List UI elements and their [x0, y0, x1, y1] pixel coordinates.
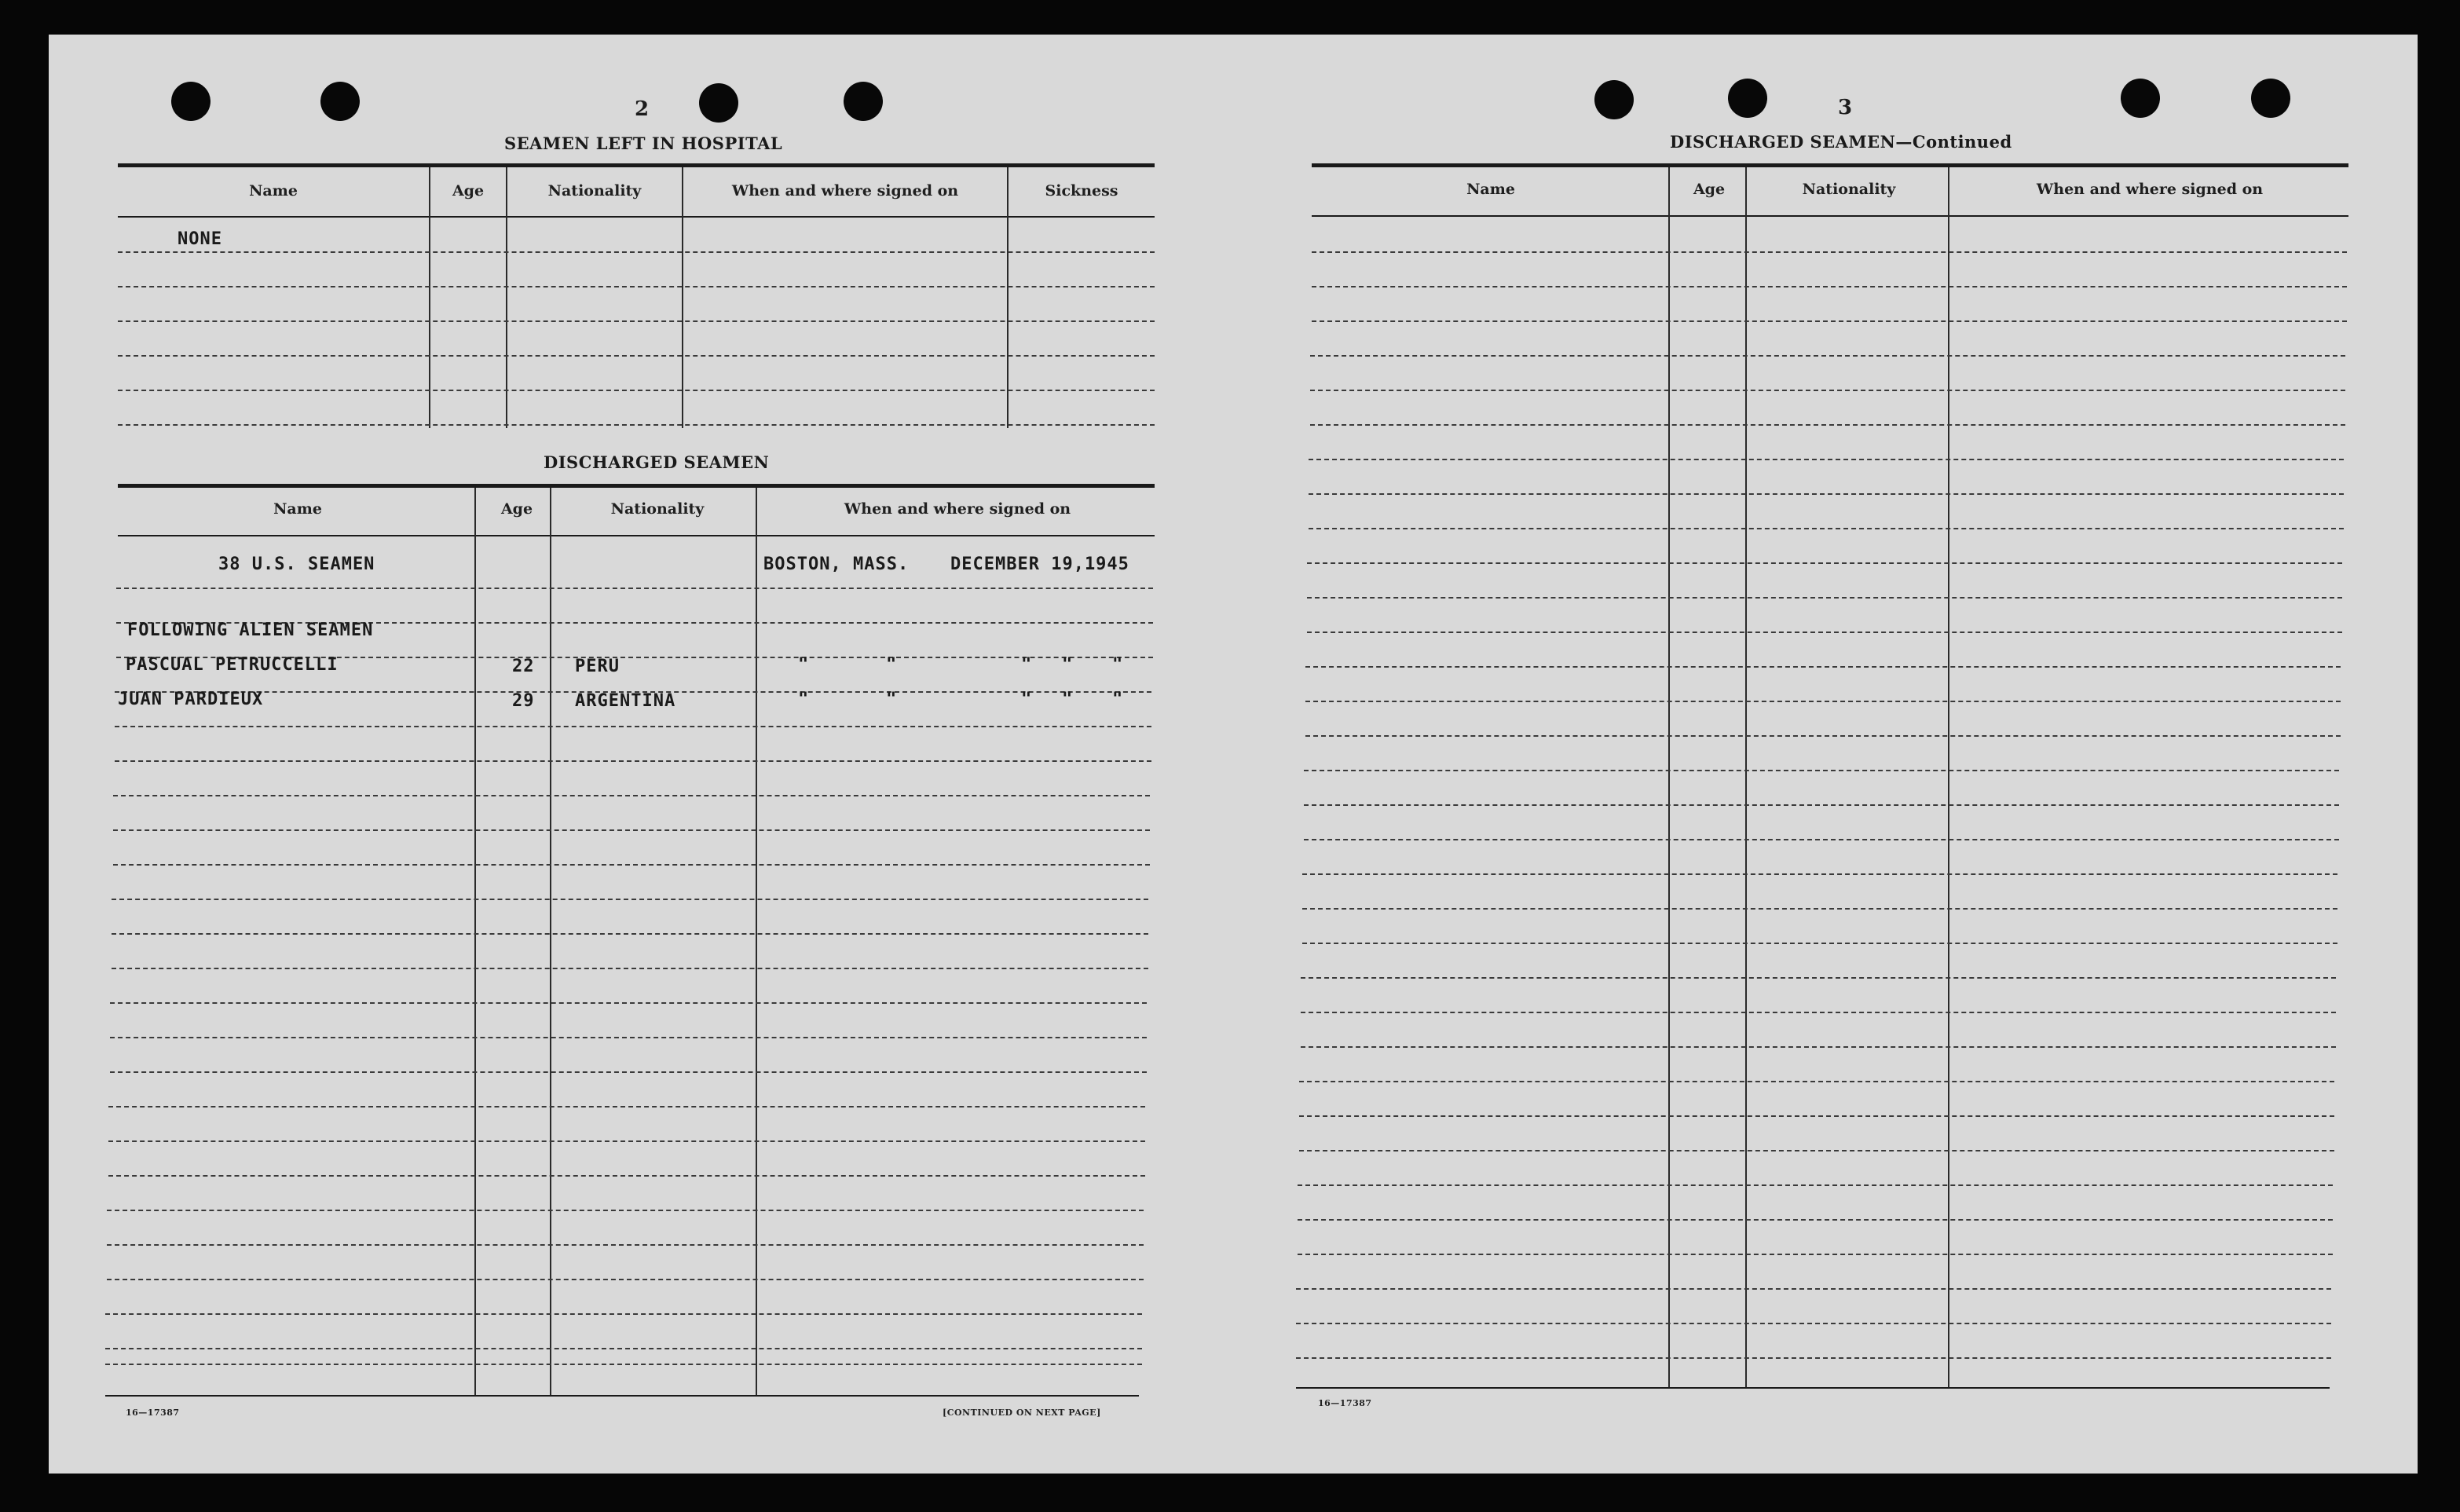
row-line — [1301, 1046, 2336, 1048]
row-line — [1312, 251, 2347, 253]
row-line — [107, 1279, 1144, 1280]
row-line — [1307, 597, 2342, 599]
row-date: DECEMBER 19,1945 — [950, 555, 1129, 574]
row-line — [1304, 804, 2339, 806]
ditto-mark: " — [886, 690, 898, 709]
column-header-nationality: Nationality — [547, 182, 642, 200]
row-line — [115, 726, 1151, 727]
ditto-mark: " — [1062, 690, 1074, 709]
column-header-age: Age — [452, 182, 485, 200]
row-name: FOLLOWING ALIEN SEAMEN — [127, 621, 374, 640]
table-top-rule — [1312, 163, 2348, 167]
row-line — [105, 1348, 1142, 1349]
punch-hole — [2121, 79, 2160, 118]
row-line — [1312, 286, 2347, 287]
continued-note: [CONTINUED ON NEXT PAGE] — [943, 1408, 1101, 1418]
column-header-nationality: Nationality — [1802, 181, 1896, 198]
row-line — [113, 829, 1150, 831]
punch-hole — [844, 82, 883, 121]
ditto-mark: " — [1021, 655, 1033, 675]
ditto-mark: " — [798, 690, 810, 709]
column-header-age: Age — [1693, 181, 1726, 198]
row-line — [110, 1002, 1147, 1004]
row-line — [108, 1106, 1145, 1107]
row-line — [113, 795, 1150, 796]
row-nationality: PERU — [575, 657, 620, 676]
row-line — [118, 286, 1155, 287]
row-line — [105, 1364, 1142, 1365]
punch-hole — [1728, 79, 1767, 118]
section-title-hospital: SEAMEN LEFT IN HOSPITAL — [504, 134, 783, 153]
row-line — [118, 390, 1155, 391]
row-line — [1307, 562, 2342, 564]
row-line — [1298, 1254, 2333, 1255]
row-line — [116, 588, 1153, 589]
row-line — [1310, 424, 2345, 426]
row-line — [1296, 1357, 2331, 1359]
row-line — [1305, 735, 2341, 737]
row-nationality: ARGENTINA — [575, 691, 676, 711]
column-header-signed-on: When and where signed on — [2036, 181, 2264, 198]
row-line — [112, 933, 1148, 935]
column-header-name: Name — [1466, 181, 1515, 198]
column-header-name: Name — [273, 500, 322, 518]
column-header-sickness: Sickness — [1045, 182, 1118, 200]
column-divider — [550, 488, 551, 1396]
row-age: 29 — [512, 691, 535, 711]
row-line — [1299, 1115, 2334, 1117]
row-line — [118, 320, 1155, 322]
row-signed-on: BOSTON, MASS. — [763, 555, 910, 574]
row-line — [112, 899, 1148, 900]
punch-hole — [171, 82, 210, 121]
row-line — [1309, 528, 2344, 529]
table-header-rule — [118, 216, 1155, 218]
column-divider — [474, 488, 476, 1396]
row-line — [1309, 459, 2344, 460]
row-line — [110, 1037, 1147, 1038]
punch-hole — [699, 83, 738, 123]
row-line — [108, 1140, 1145, 1142]
column-divider — [1948, 167, 1949, 1388]
row-line — [1301, 1012, 2336, 1013]
row-line — [107, 1210, 1144, 1211]
row-line — [115, 760, 1151, 762]
row-line — [1302, 908, 2337, 910]
row-line — [1302, 873, 2337, 875]
row-line — [118, 355, 1155, 357]
table-bottom-rule — [1296, 1387, 2330, 1389]
row-line — [1310, 390, 2345, 391]
row-line — [118, 251, 1155, 253]
punch-hole — [2251, 79, 2290, 118]
row-line — [107, 1244, 1144, 1246]
row-line — [1309, 493, 2344, 495]
punch-hole — [1594, 80, 1634, 119]
row-line — [1298, 1219, 2333, 1221]
table-header-rule — [118, 535, 1155, 536]
table-header-rule — [1312, 215, 2348, 217]
column-header-age: Age — [500, 500, 533, 518]
page-number: 2 — [635, 97, 650, 121]
table-top-rule — [118, 484, 1155, 488]
row-line — [1304, 770, 2339, 771]
table-top-rule — [118, 163, 1155, 167]
ditto-mark: " — [1112, 690, 1124, 709]
row-line — [1298, 1184, 2333, 1186]
row-age: 22 — [512, 657, 535, 676]
form-number: 16—17387 — [126, 1408, 180, 1418]
section-title-discharged-continued: DISCHARGED SEAMEN—Continued — [1670, 132, 2012, 152]
column-divider — [1668, 167, 1670, 1388]
document-sheet — [49, 35, 2418, 1474]
ditto-mark: " — [886, 655, 898, 675]
hospital-entry: NONE — [178, 229, 222, 249]
row-line — [110, 1071, 1147, 1073]
row-line — [1312, 320, 2347, 322]
row-line — [118, 424, 1155, 426]
column-header-signed-on: When and where signed on — [731, 182, 959, 200]
row-line — [1304, 839, 2339, 840]
column-divider — [756, 488, 757, 1396]
row-line — [1301, 977, 2336, 979]
row-name: 38 U.S. SEAMEN — [218, 555, 375, 574]
page-number: 3 — [1838, 96, 1853, 119]
row-line — [1296, 1323, 2331, 1324]
ditto-mark: " — [798, 655, 810, 675]
row-line — [113, 864, 1150, 866]
row-line — [1307, 632, 2342, 633]
section-title-discharged: DISCHARGED SEAMEN — [544, 452, 770, 472]
row-line — [1299, 1150, 2334, 1151]
row-line — [1302, 943, 2337, 944]
ditto-mark: " — [1112, 655, 1124, 675]
column-header-signed-on: When and where signed on — [844, 500, 1071, 518]
row-line — [105, 1313, 1142, 1315]
row-line — [1305, 666, 2341, 668]
ditto-mark: " — [1021, 690, 1033, 709]
row-line — [1296, 1288, 2331, 1290]
table-bottom-rule — [105, 1395, 1139, 1397]
row-line — [1299, 1081, 2334, 1082]
column-divider — [1745, 167, 1747, 1388]
row-name: JUAN PARDIEUX — [118, 690, 264, 709]
column-header-name: Name — [249, 182, 298, 200]
row-line — [108, 1175, 1145, 1177]
column-header-nationality: Nationality — [610, 500, 705, 518]
punch-hole — [320, 82, 360, 121]
form-number: 16—17387 — [1318, 1398, 1372, 1408]
row-line — [1305, 701, 2341, 702]
row-name: PASCUAL PETRUCCELLI — [126, 655, 339, 675]
row-line — [112, 968, 1148, 969]
row-line — [1310, 355, 2345, 357]
ditto-mark: " — [1062, 655, 1074, 675]
